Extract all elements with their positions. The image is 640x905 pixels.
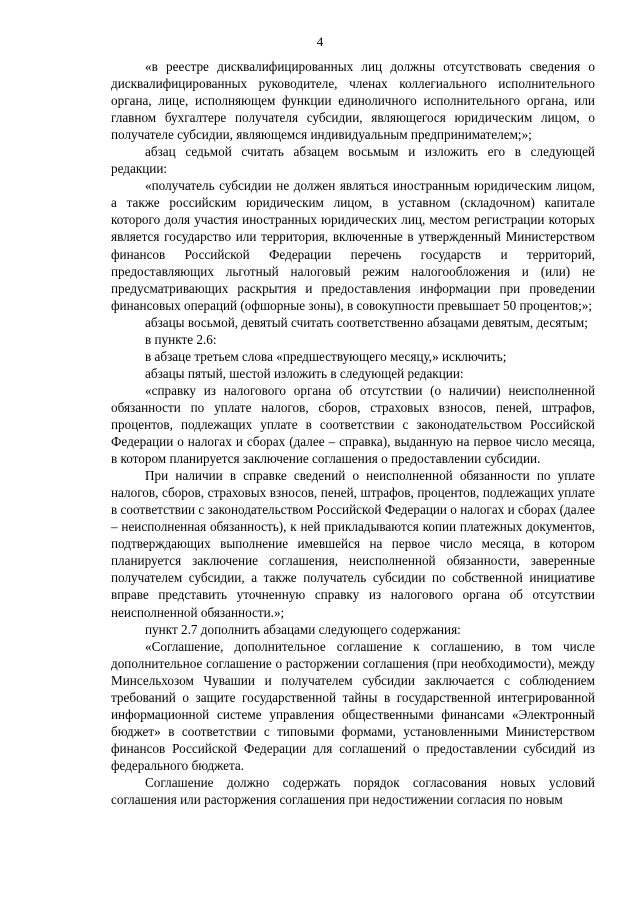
document-body: [111, 58, 595, 808]
paragraph: При наличии в справке сведений о неисполненной обязанности по уплате налогов, сборов, страховых взносов, пеней, штрафов, процентов, подлежащих уплате в соответствии с законодательством Российской Федерации о налогах и сборах (далее – неисполненная обязанность), к ней прикладываются копии платежных документов, подтверждающих выполнение имевшейся на первое число месяца, в котором планируется заключение соглашения, неисполненной обязанности, заверенные получателем субсидии, а также получатель субсидии по собственной инициативе вправе представить уточненную справку из налогового органа об отсутствии неисполненной обязанности.»;: [111, 468, 595, 620]
paragraph: абзацы восьмой, девятый считать соответственно абзацами девятым, десятым;: [145, 314, 588, 330]
paragraph: в абзаце третьем слова «предшествующего месяцу,» исключить;: [145, 348, 507, 364]
page-number: 4: [316, 34, 324, 49]
paragraph: абзацы пятый, шестой изложить в следующей редакции:: [145, 365, 464, 381]
paragraph: абзац седьмой считать абзацем восьмым и изложить его в следующей редакции:: [111, 144, 595, 177]
paragraph: «получатель субсидии не должен являться иностранным юридическим лицом, а также российским юридическим лицом, в уставном (складочном) капитале которого доля участия иностранных юридических лиц, местом регистрации которых является государство или территория, включенные в утвержденный Министерством финансов Российской Федерации перечень государств и территорий, предоставляющих льготный налоговый режим налогообложения и (или) не предусматривающих раскрытия и предоставления информации при проведении финансовых операций (офшорные зоны), в совокупности превышает 50 процентов;»;: [111, 178, 595, 313]
paragraph: пункт 2.7 дополнить абзацами следующего содержания:: [145, 621, 461, 637]
paragraph: в пункте 2.6:: [145, 331, 217, 347]
paragraph: «Соглашение, дополнительное соглашение к соглашению, в том числе дополнительное соглашение о расторжении соглашения (при необходимости), между Минсельхозом Чувашии и получателем субсидии заключается с соблюдением требований о защите государственной тайны в государственной интегрированной информационной системе управления общественными финансами «Электронный бюджет» в соответствии с типовыми формами, установленными Министерством финансов Российской Федерации для соглашений о предоставлении субсидий из федерального бюджета.: [111, 638, 595, 773]
paragraph: «справку из налогового органа об отсутствии (о наличии) неисполненной обязанности по уплате налогов, сборов, страховых взносов, пеней, штрафов, процентов, подлежащих уплате в соответствии с законодательством Российской Федерации о налогах и сборах (далее – справка), выданную на первое число месяца, в котором планируется заключение соглашения о предоставлении субсидии.: [111, 382, 595, 467]
paragraph: Соглашение должно содержать порядок согласования новых условий соглашения или расторжения соглашения при недостижении согласия по новым: [111, 774, 595, 808]
paragraph: «в реестре дисквалифицированных лиц должны отсутствовать сведения о дисквалифицированных руководителе, членах коллегиального исполнительного органа, лице, исполняющем функции единоличного исполнительного органа, или главном бухгалтере получателя субсидии, являющегося юридическим лицом, о получателе субсидии, являющемся индивидуальным предпринимателем;»;: [111, 59, 595, 143]
